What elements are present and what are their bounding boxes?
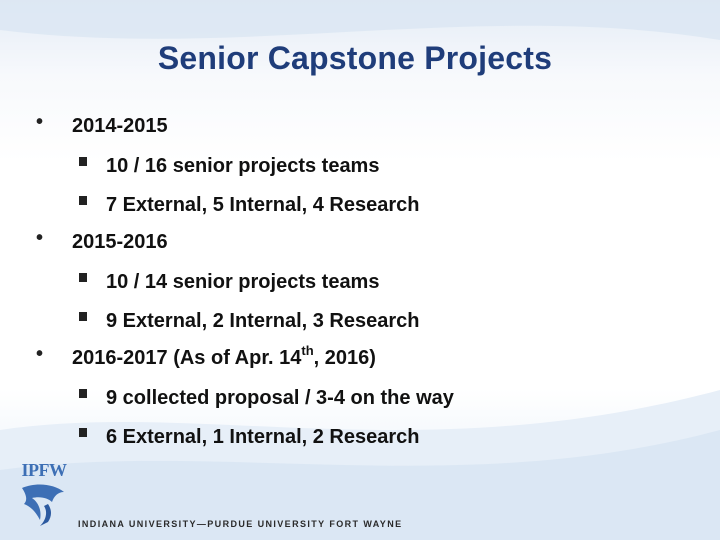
- sub-bullet-text: 6 External, 1 Internal, 2 Research: [106, 426, 420, 448]
- sub-bullet-text: 9 collected proposal / 3-4 on the way: [106, 387, 454, 409]
- sub-bullet-text: 10 / 16 senior projects teams: [106, 155, 380, 177]
- sub-bullet-item: [34, 381, 694, 420]
- square-bullet-icon: [79, 157, 87, 166]
- logo-text: IPFW: [21, 460, 67, 480]
- slide-title: Senior Capstone Projects: [157, 40, 553, 76]
- bullet-label: 2014-2015: [72, 115, 168, 137]
- bullet-dot-icon: •: [36, 111, 44, 133]
- footer-institution: INDIANA UNIVERSITY—PURDUE UNIVERSITY FORT WAYNE: [78, 519, 403, 529]
- bullet-label-superscript: th: [301, 343, 314, 359]
- sub-bullet-item: [34, 188, 694, 227]
- sub-bullet-item: [34, 420, 694, 459]
- sub-bullet-item: [34, 265, 694, 304]
- square-bullet-icon: [79, 428, 87, 437]
- sub-bullet-text: 10 / 14 senior projects teams: [106, 271, 380, 293]
- bullet-dot-icon: •: [36, 343, 44, 365]
- square-bullet-icon: [79, 312, 87, 321]
- bullet-label-prefix: 2016-2017 (As of Apr. 14: [72, 347, 302, 369]
- bullet-dot-icon: •: [36, 227, 44, 249]
- square-bullet-icon: [79, 389, 87, 398]
- bullet-item-2016: [34, 343, 694, 381]
- bullet-label: 2015-2016: [72, 231, 168, 253]
- bullet-label: [72, 343, 376, 370]
- sub-bullet-text: 9 External, 2 Internal, 3 Research: [106, 310, 420, 332]
- sub-bullet-text: 7 External, 5 Internal, 4 Research: [106, 194, 420, 216]
- square-bullet-icon: [79, 273, 87, 282]
- sub-bullet-item: [34, 149, 694, 188]
- bullet-item-2015: [34, 227, 694, 265]
- bullet-list: [34, 111, 694, 459]
- bullet-item-2014: [34, 111, 694, 149]
- bullet-label-suffix: , 2016): [313, 347, 376, 369]
- square-bullet-icon: [79, 196, 87, 205]
- sub-bullet-item: [34, 304, 694, 343]
